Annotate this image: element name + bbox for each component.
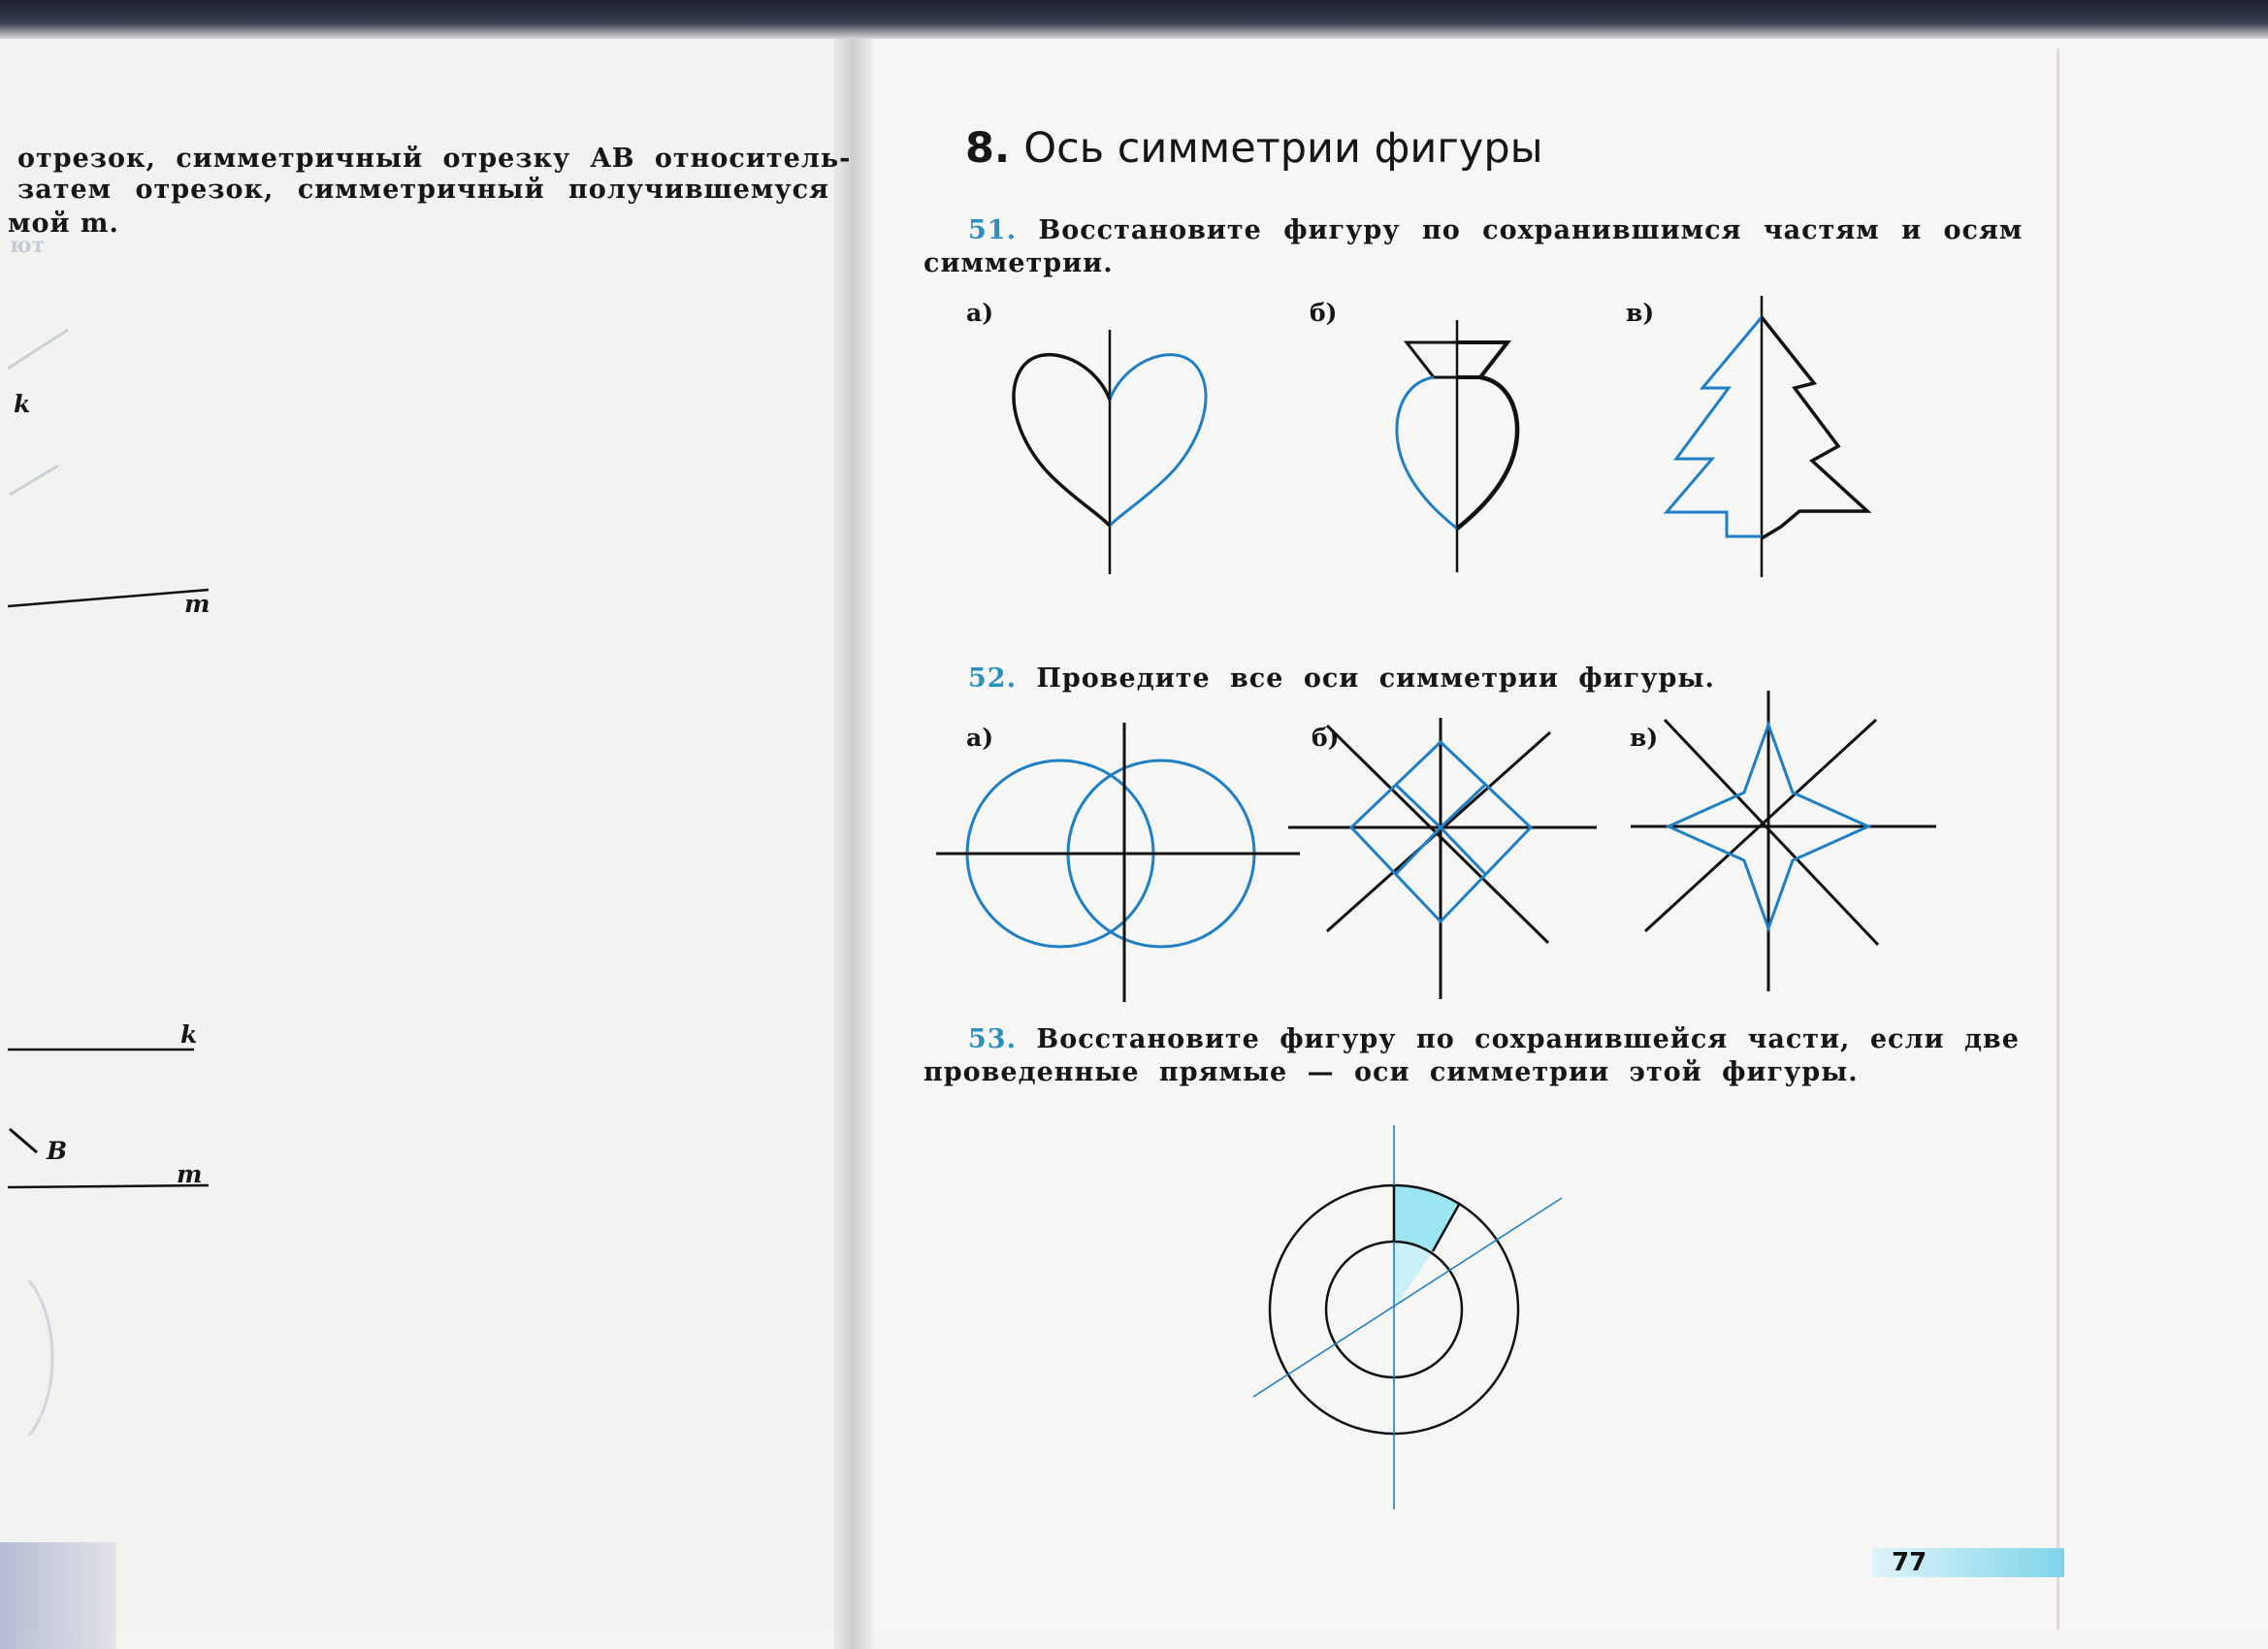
faded-text: ют xyxy=(10,233,46,258)
section-title-text: Ось симметрии фигуры xyxy=(1023,124,1543,173)
task-51-line-1 xyxy=(968,215,2023,245)
task-53-line-1 xyxy=(968,1024,2020,1054)
part-label-a: а) xyxy=(966,724,994,752)
two-circles-figure xyxy=(936,723,1305,1004)
pendant-figure xyxy=(1377,315,1542,577)
task-text: Восстановите фигуру по сохранившейся части, если две xyxy=(1036,1024,2020,1054)
left-text-line-3: мой m. xyxy=(8,209,119,239)
task-number: 53. xyxy=(968,1024,1017,1054)
left-text-line-1: отрезок, симметричный отрезку AB относитель- xyxy=(17,144,852,174)
point-label-b: B xyxy=(47,1137,68,1165)
task-text: Восстановите фигуру по сохранившимся частям и осям xyxy=(1038,215,2024,245)
task-text: Проведите все оси симметрии фигуры. xyxy=(1036,663,1715,694)
line-label-k: k xyxy=(14,390,31,418)
line-label-k: k xyxy=(180,1020,198,1049)
line-label-m: m xyxy=(184,590,211,618)
section-title xyxy=(965,124,1543,173)
scan-shadow xyxy=(0,1542,116,1649)
part-label-a: а) xyxy=(966,299,994,327)
fir-tree-figure xyxy=(1649,296,1882,587)
task-number: 51. xyxy=(968,215,1017,245)
left-text-line-2: затем отрезок, симметричный получившемуся xyxy=(17,175,829,205)
left-page-lines xyxy=(0,310,252,1222)
part-label-b: б) xyxy=(1312,724,1340,752)
rhombus-star-figure xyxy=(1288,718,1608,999)
task-52-line-1 xyxy=(968,663,1715,694)
page-number: 77 xyxy=(1892,1548,1928,1577)
part-label-v: в) xyxy=(1626,299,1655,327)
page-edge-line xyxy=(2057,48,2059,1630)
task-53-line-2: проведенные прямые — оси симметрии этой фигуры. xyxy=(923,1057,1859,1087)
four-point-star-figure xyxy=(1626,691,1946,1001)
part-label-v: в) xyxy=(1630,724,1659,752)
ring-figure xyxy=(1242,1125,1610,1513)
section-number: 8. xyxy=(965,124,1011,173)
task-number: 52. xyxy=(968,663,1017,694)
task-51-line-2: симметрии. xyxy=(923,248,1114,278)
heart-figure xyxy=(999,320,1232,582)
part-label-b: б) xyxy=(1310,299,1338,327)
book-binding-shadow xyxy=(0,0,2268,39)
line-label-m: m xyxy=(177,1160,203,1188)
book-gutter xyxy=(834,39,873,1649)
